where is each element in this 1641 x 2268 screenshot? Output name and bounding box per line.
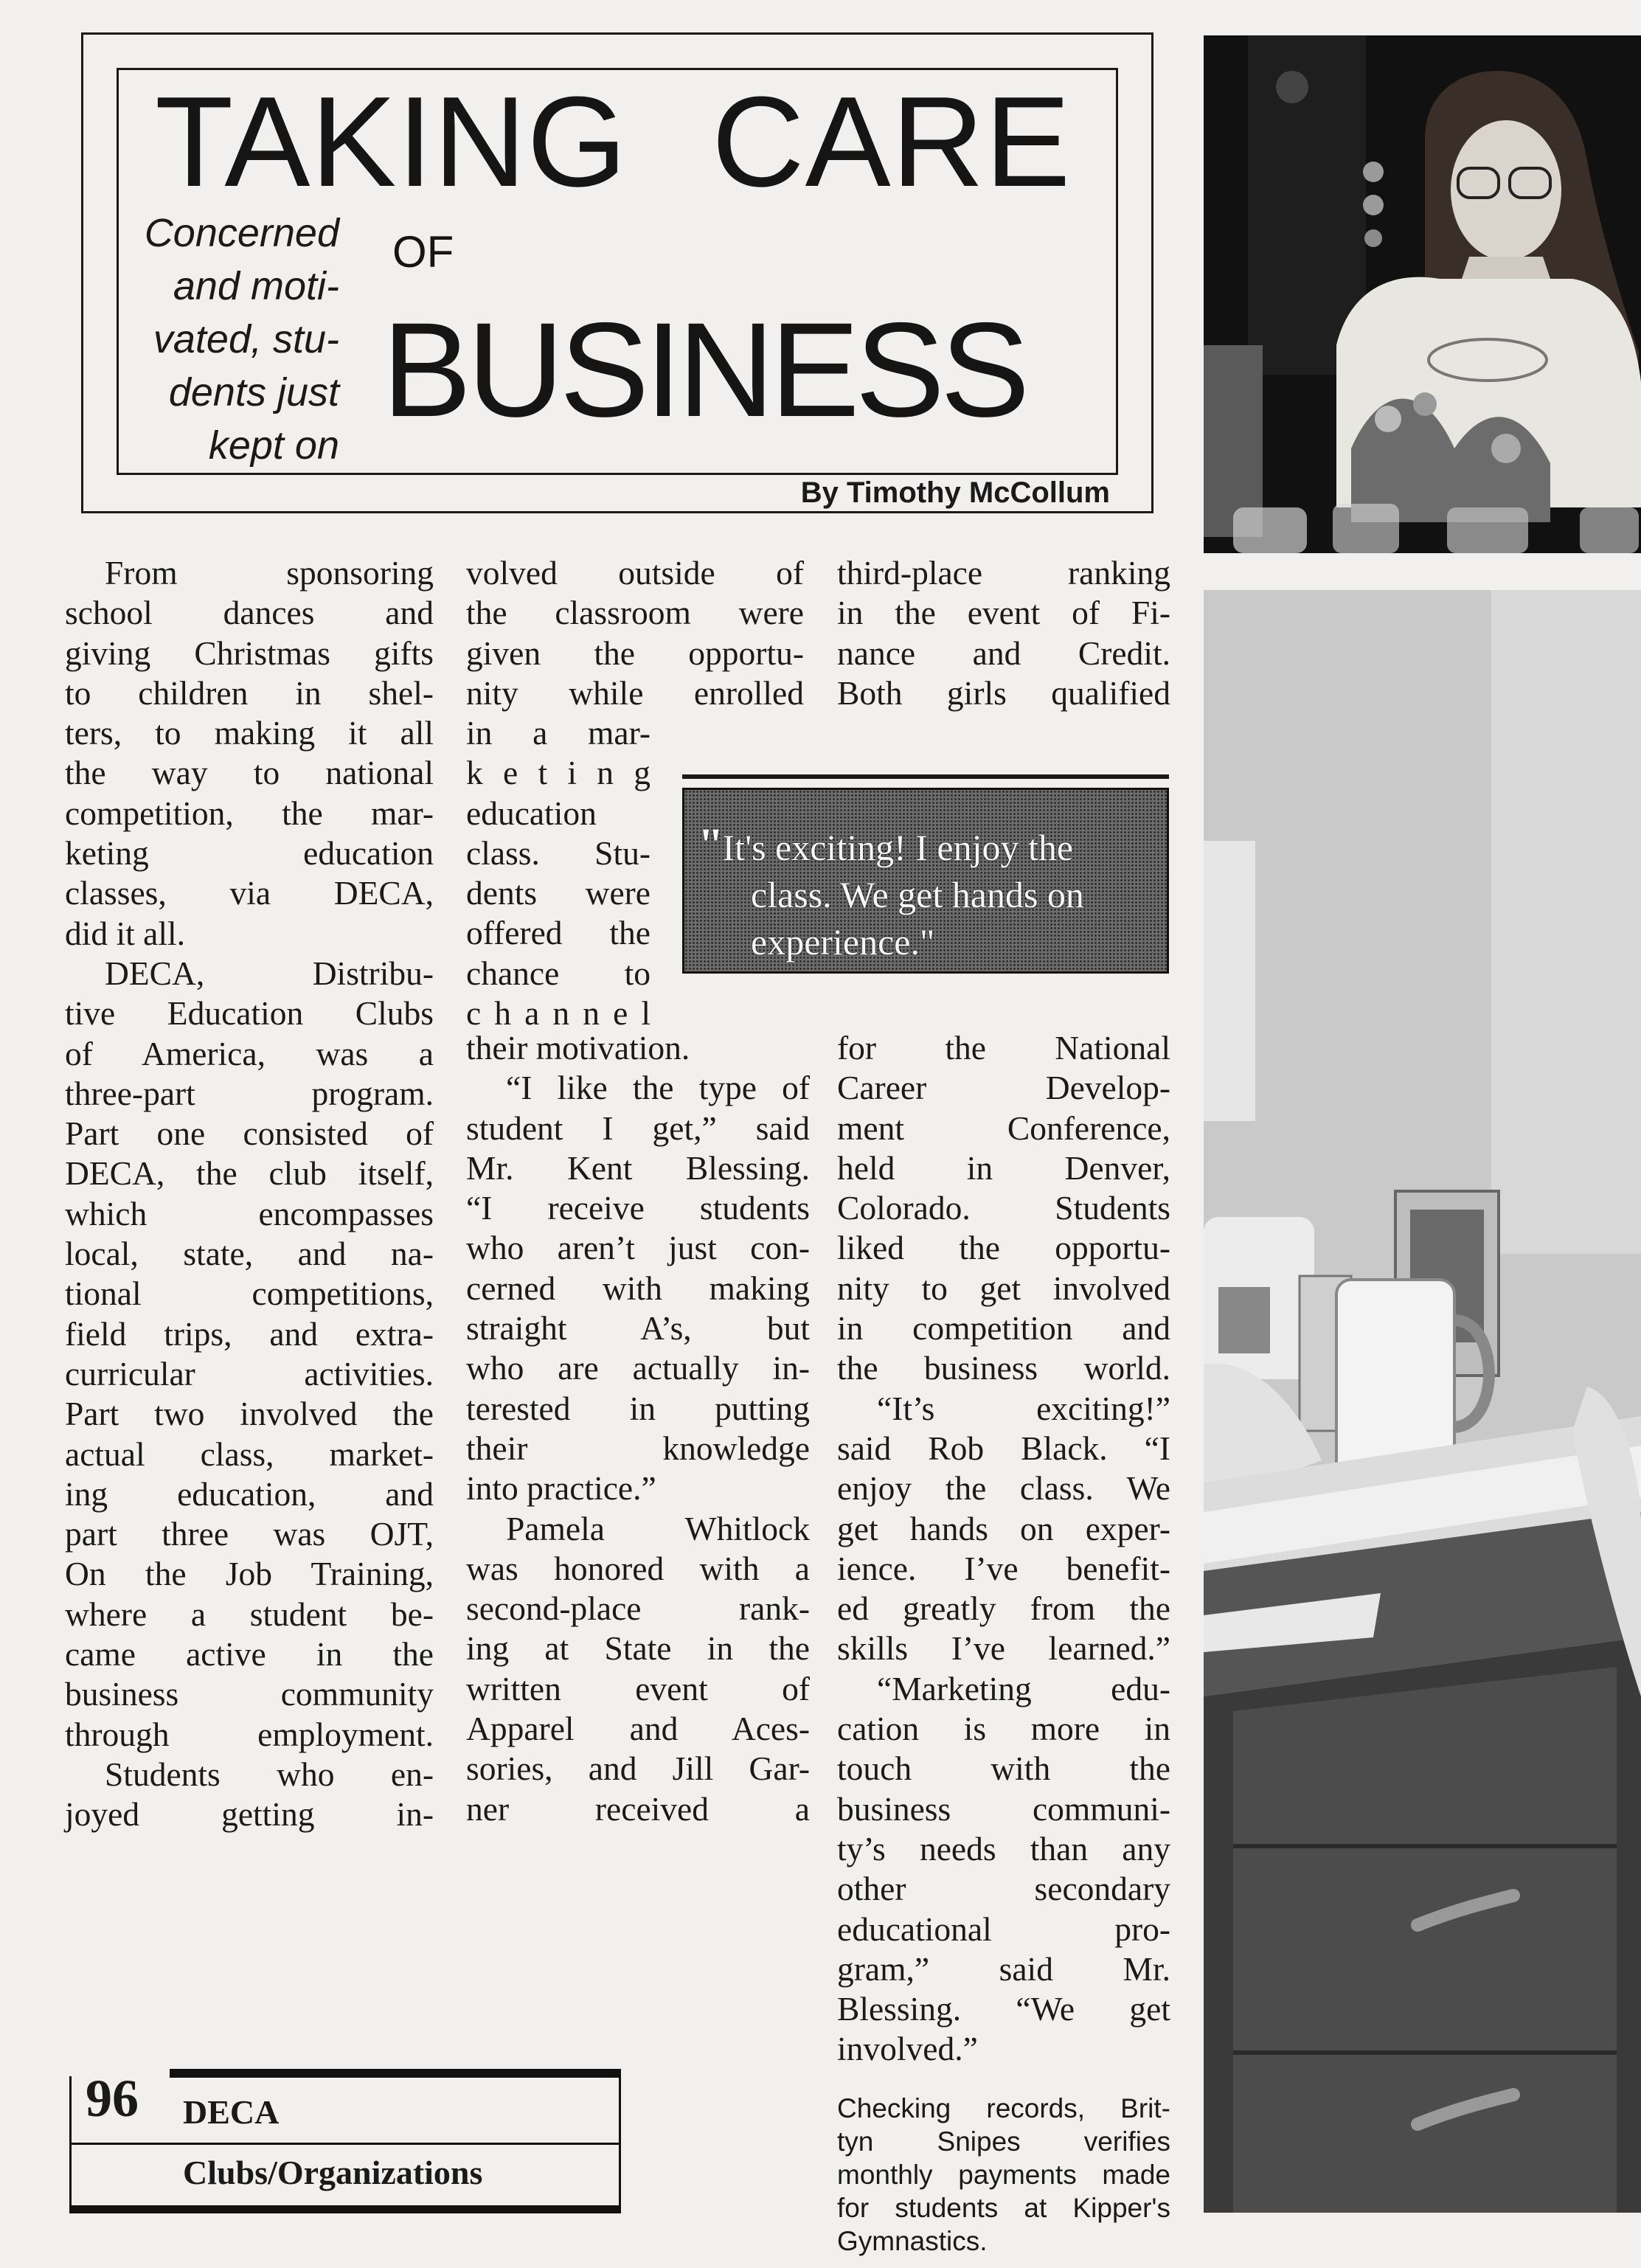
folio-category: Clubs/Organizations xyxy=(183,2154,483,2191)
text-line: who aren’t just con- xyxy=(466,1229,810,1267)
text-line: nity while enrolled xyxy=(466,673,804,712)
text-line: enjoy the class. We xyxy=(837,1469,1170,1508)
text-line: involved.” xyxy=(837,2030,978,2068)
article-column-2-bottom xyxy=(466,1028,810,1829)
text-line: of America, was a xyxy=(65,1034,434,1072)
text-line: was honored with a xyxy=(466,1549,810,1587)
caption-line: Gymnastics. xyxy=(837,2226,988,2256)
headline-care: CARE xyxy=(712,69,1072,213)
text-line: their knowledge xyxy=(466,1429,810,1467)
text-line: Mr. Kent Blessing. xyxy=(466,1148,810,1187)
caption-line: monthly payments made xyxy=(837,2160,1170,2190)
text-line: ters, to making it all xyxy=(65,714,434,752)
text-line: “I receive students xyxy=(466,1189,810,1227)
quote-mark-icon: " xyxy=(698,818,720,870)
text-line: Career Develop- xyxy=(837,1069,1170,1107)
text-line: dents were xyxy=(466,874,650,912)
text-line: k e t i n g xyxy=(466,754,650,792)
text-line: part three was OJT, xyxy=(65,1515,434,1553)
text-line: On the Job Training, xyxy=(65,1555,434,1593)
photo-desk-illustration xyxy=(1204,590,1641,2213)
text-line: their motivation. xyxy=(466,1029,690,1067)
text-line: gram,” said Mr. xyxy=(837,1949,1170,1988)
pull-quote-line-2: class. We get hands on xyxy=(751,874,1084,915)
text-line: straight A’s, but xyxy=(466,1309,810,1348)
text-line: in competition and xyxy=(837,1309,1170,1348)
caption-line: tyn Snipes verifies xyxy=(837,2126,1170,2157)
text-line: Students who en- xyxy=(105,1755,434,1793)
photo-student-top xyxy=(1204,35,1641,553)
text-line: keting education xyxy=(65,834,434,873)
pull-quote-line-3: experience." xyxy=(751,921,935,963)
text-line: said Rob Black. “I xyxy=(837,1429,1170,1467)
pull-quote-line-1 xyxy=(698,818,1156,871)
pull-quote-rule xyxy=(682,774,1169,779)
article-column-1 xyxy=(65,553,434,1835)
article-column-2-narrow xyxy=(466,713,650,1033)
text-line: third-place ranking xyxy=(837,554,1170,592)
text-line: class. Stu- xyxy=(466,833,650,872)
text-line: chance to xyxy=(466,954,650,992)
text-line: get hands on exper- xyxy=(837,1509,1170,1547)
text-line: ty’s needs than any xyxy=(837,1829,1170,1868)
text-line: business community xyxy=(65,1675,434,1713)
pull-quote-text: It's exciting! I enjoy the xyxy=(722,827,1074,868)
text-line: classes, via DECA, xyxy=(65,874,434,912)
text-line: “It’s exciting!” xyxy=(877,1389,1170,1427)
caption-line: for students at Kipper's xyxy=(837,2193,1170,2223)
subhead-line: dents just xyxy=(168,370,339,415)
folio-bottom-rule xyxy=(69,2205,621,2213)
text-line: Pamela Whitlock xyxy=(506,1509,810,1547)
text-line: curricular activities. xyxy=(65,1354,434,1393)
caption-line: Checking records, Brit- xyxy=(837,2093,1170,2123)
text-line: Colorado. Students xyxy=(837,1189,1170,1227)
text-line: held in Denver, xyxy=(837,1148,1170,1187)
text-line: From sponsoring xyxy=(105,554,434,592)
text-line: terested in putting xyxy=(466,1389,810,1427)
text-line: DECA, Distribu- xyxy=(105,954,434,992)
text-line: offered the xyxy=(466,914,650,952)
text-line: Part one consisted of xyxy=(65,1114,434,1153)
text-line: nance and Credit. xyxy=(837,634,1170,672)
byline: By Timothy McCollum xyxy=(800,476,1110,509)
text-line: cerned with making xyxy=(466,1269,810,1307)
text-line: through employment. xyxy=(65,1715,434,1753)
text-line: given the opportu- xyxy=(466,634,804,672)
article-column-3-bottom xyxy=(837,1028,1170,2070)
text-line: sories, and Jill Gar- xyxy=(466,1749,810,1788)
text-line: in a mar- xyxy=(466,714,650,752)
text-line: student I get,” said xyxy=(466,1109,810,1147)
subhead-line: kept on xyxy=(208,423,339,468)
text-line: “Marketing edu- xyxy=(877,1669,1170,1707)
text-line: written event of xyxy=(466,1669,810,1707)
text-line: liked the opportu- xyxy=(837,1229,1170,1267)
photo-student-illustration xyxy=(1204,35,1641,553)
text-line: did it all. xyxy=(65,914,186,952)
text-line: skills I’ve learned.” xyxy=(837,1629,1170,1668)
text-line: which encompasses xyxy=(65,1194,434,1232)
text-line: tive Education Clubs xyxy=(65,994,434,1033)
pull-quote xyxy=(682,788,1169,974)
text-line: in the event of Fi- xyxy=(837,594,1170,632)
text-line: cation is more in xyxy=(837,1710,1170,1748)
text-line: who are actually in- xyxy=(466,1349,810,1387)
text-line: “I like the type of xyxy=(506,1069,810,1107)
text-line: competition, the mar- xyxy=(65,794,434,832)
text-line: education xyxy=(466,794,597,832)
subhead-line: and moti- xyxy=(173,264,339,308)
headline-business: BUSINESS xyxy=(382,294,1026,445)
text-line: DECA, the club itself, xyxy=(65,1154,434,1193)
text-line: ience. I’ve benefit- xyxy=(837,1549,1170,1587)
text-line: touch with the xyxy=(837,1749,1170,1788)
text-line: joyed getting in- xyxy=(65,1795,434,1834)
photo-desk-bottom xyxy=(1204,590,1641,2213)
subhead-line: Concerned xyxy=(144,211,339,255)
text-line: business communi- xyxy=(837,1789,1170,1828)
folio-frame-top xyxy=(69,2076,621,2148)
headline-of: OF xyxy=(392,227,454,277)
text-line: Part two involved the xyxy=(65,1395,434,1433)
text-line: nity to get involved xyxy=(837,1269,1170,1307)
text-line: the classroom were xyxy=(466,594,804,632)
headline-taking: TAKING xyxy=(155,69,628,213)
text-line: volved outside of xyxy=(466,554,804,592)
text-line: three-part program. xyxy=(65,1074,434,1112)
text-line: Apparel and Aces- xyxy=(466,1710,810,1748)
text-line: ing at State in the xyxy=(466,1629,810,1668)
text-line: field trips, and extra- xyxy=(65,1314,434,1353)
text-line: ing education, and xyxy=(65,1474,434,1513)
text-line: other secondary xyxy=(837,1870,1170,1908)
subhead-line: vated, stu- xyxy=(153,317,339,361)
text-line: ed greatly from the xyxy=(837,1589,1170,1628)
page-number: 96 xyxy=(86,2069,139,2128)
text-line: Both girls qualified xyxy=(837,673,1170,712)
text-line: tional competitions, xyxy=(65,1275,434,1313)
text-line: came active in the xyxy=(65,1635,434,1674)
text-line: ner received a xyxy=(466,1789,810,1828)
text-line: the way to national xyxy=(65,754,434,792)
folio-section: DECA xyxy=(183,2093,280,2131)
text-line: where a student be- xyxy=(65,1595,434,1633)
text-line: ment Conference, xyxy=(837,1109,1170,1147)
text-line: the business world. xyxy=(837,1349,1170,1387)
text-line: to children in shel- xyxy=(65,673,434,712)
text-line: c h a n n e l xyxy=(466,994,650,1033)
text-line: second-place rank- xyxy=(466,1589,810,1628)
photo-caption xyxy=(837,2092,1170,2258)
subhead xyxy=(118,207,339,472)
text-line: into practice.” xyxy=(466,1469,656,1508)
text-line: educational pro- xyxy=(837,1910,1170,1948)
text-line: Blessing. “We get xyxy=(837,1990,1170,2028)
article-column-2-top xyxy=(466,553,804,713)
text-line: school dances and xyxy=(65,594,434,632)
text-line: actual class, market- xyxy=(65,1435,434,1473)
text-line: giving Christmas gifts xyxy=(65,634,434,672)
article-column-3-top xyxy=(837,553,1170,713)
text-line: for the National xyxy=(837,1029,1170,1067)
text-line: local, state, and na- xyxy=(65,1235,434,1273)
